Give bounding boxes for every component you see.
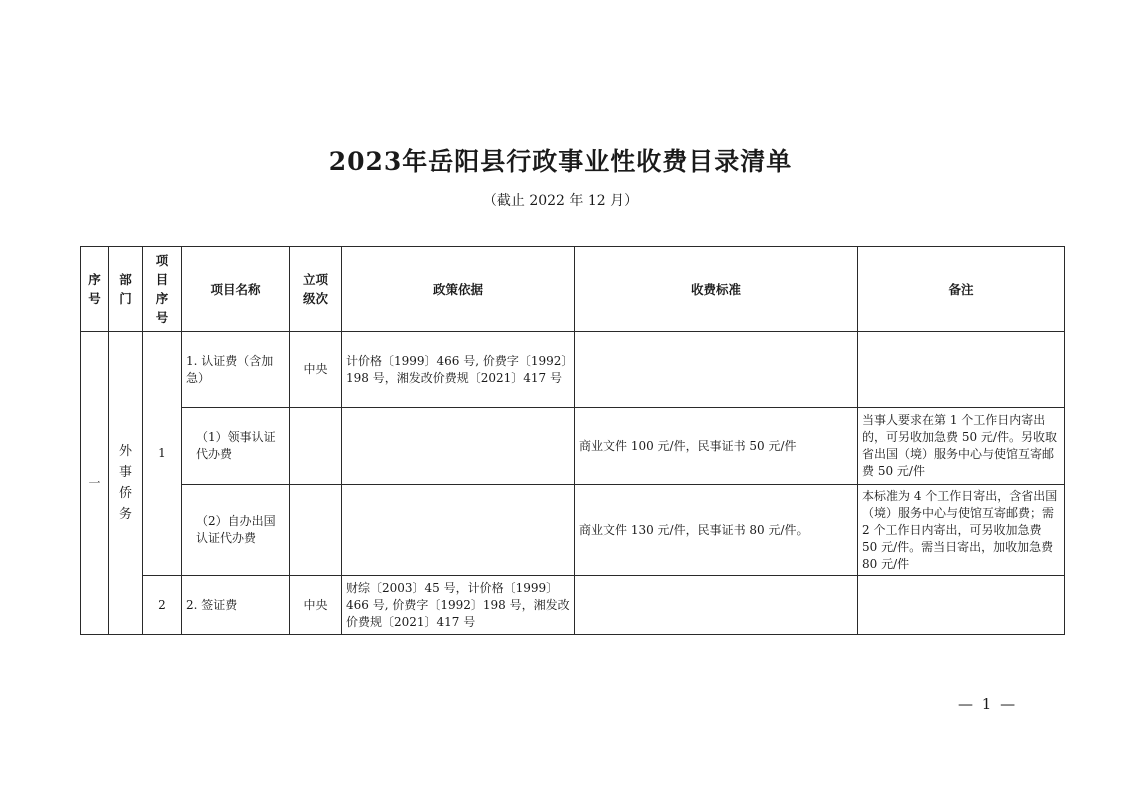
item-name-cell: 1. 认证费（含加急） [182, 332, 290, 408]
policy-cell [342, 408, 575, 485]
table-row [81, 332, 1065, 408]
level-cell [290, 408, 342, 485]
policy-cell [342, 485, 575, 576]
policy-cell: 财综〔2003〕45 号，计价格〔1999〕466 号, 价费字〔1992〕198 号，湘发改价费规〔2021〕417 号 [342, 576, 575, 635]
table-body [81, 332, 1065, 635]
group-dept-cell: 外事侨务 [109, 332, 143, 635]
remark-cell: 当事人要求在第 1 个工作日内寄出的，可另收加急费 50 元/件。另收取省出国（境）服务中心与使馆互寄邮费 50 元/件 [858, 408, 1065, 485]
group-seq-cell: 一 [81, 332, 109, 635]
item-name-cell: （1）领事认证代办费 [182, 408, 290, 485]
fee-catalog-table [80, 246, 1065, 635]
table-row [81, 408, 1065, 485]
header-item-name: 项目名称 [182, 247, 290, 332]
header-remark: 备注 [858, 247, 1065, 332]
standard-cell [575, 332, 858, 408]
standard-cell: 商业文件 130 元/件，民事证书 80 元/件。 [575, 485, 858, 576]
page-number: — 1 — [958, 695, 1018, 713]
header-seq: 序号 [81, 247, 109, 332]
table-header [81, 247, 1065, 332]
table-row [81, 576, 1065, 635]
header-row [81, 247, 1065, 332]
item-name-cell: 2. 签证费 [182, 576, 290, 635]
item-name-cell: （2）自办出国认证代办费 [182, 485, 290, 576]
item-seq-cell: 2 [143, 576, 182, 635]
level-cell: 中央 [290, 332, 342, 408]
header-standard: 收费标准 [575, 247, 858, 332]
header-level: 立项级次 [290, 247, 342, 332]
header-item-seq: 项目序号 [143, 247, 182, 332]
document-subtitle: （截止 2022 年 12 月） [482, 193, 639, 209]
standard-cell: 商业文件 100 元/件，民事证书 50 元/件 [575, 408, 858, 485]
item-seq-cell: 1 [143, 332, 182, 576]
header-policy: 政策依据 [342, 247, 575, 332]
header-dept: 部门 [109, 247, 143, 332]
level-cell [290, 485, 342, 576]
table-row [81, 485, 1065, 576]
remark-cell [858, 576, 1065, 635]
policy-cell: 计价格〔1999〕466 号, 价费字〔1992〕198 号，湘发改价费规〔2021〕417 号 [342, 332, 575, 408]
remark-cell: 本标准为 4 个工作日寄出，含省出国（境）服务中心与使馆互寄邮费；需 2 个工作日内寄出，可另收加急费 50 元/件。需当日寄出，加收加急费 80 元/件 [858, 485, 1065, 576]
document-title: 2023年岳阳县行政事业性收费目录清单 [328, 147, 793, 176]
remark-cell [858, 332, 1065, 408]
standard-cell [575, 576, 858, 635]
level-cell: 中央 [290, 576, 342, 635]
